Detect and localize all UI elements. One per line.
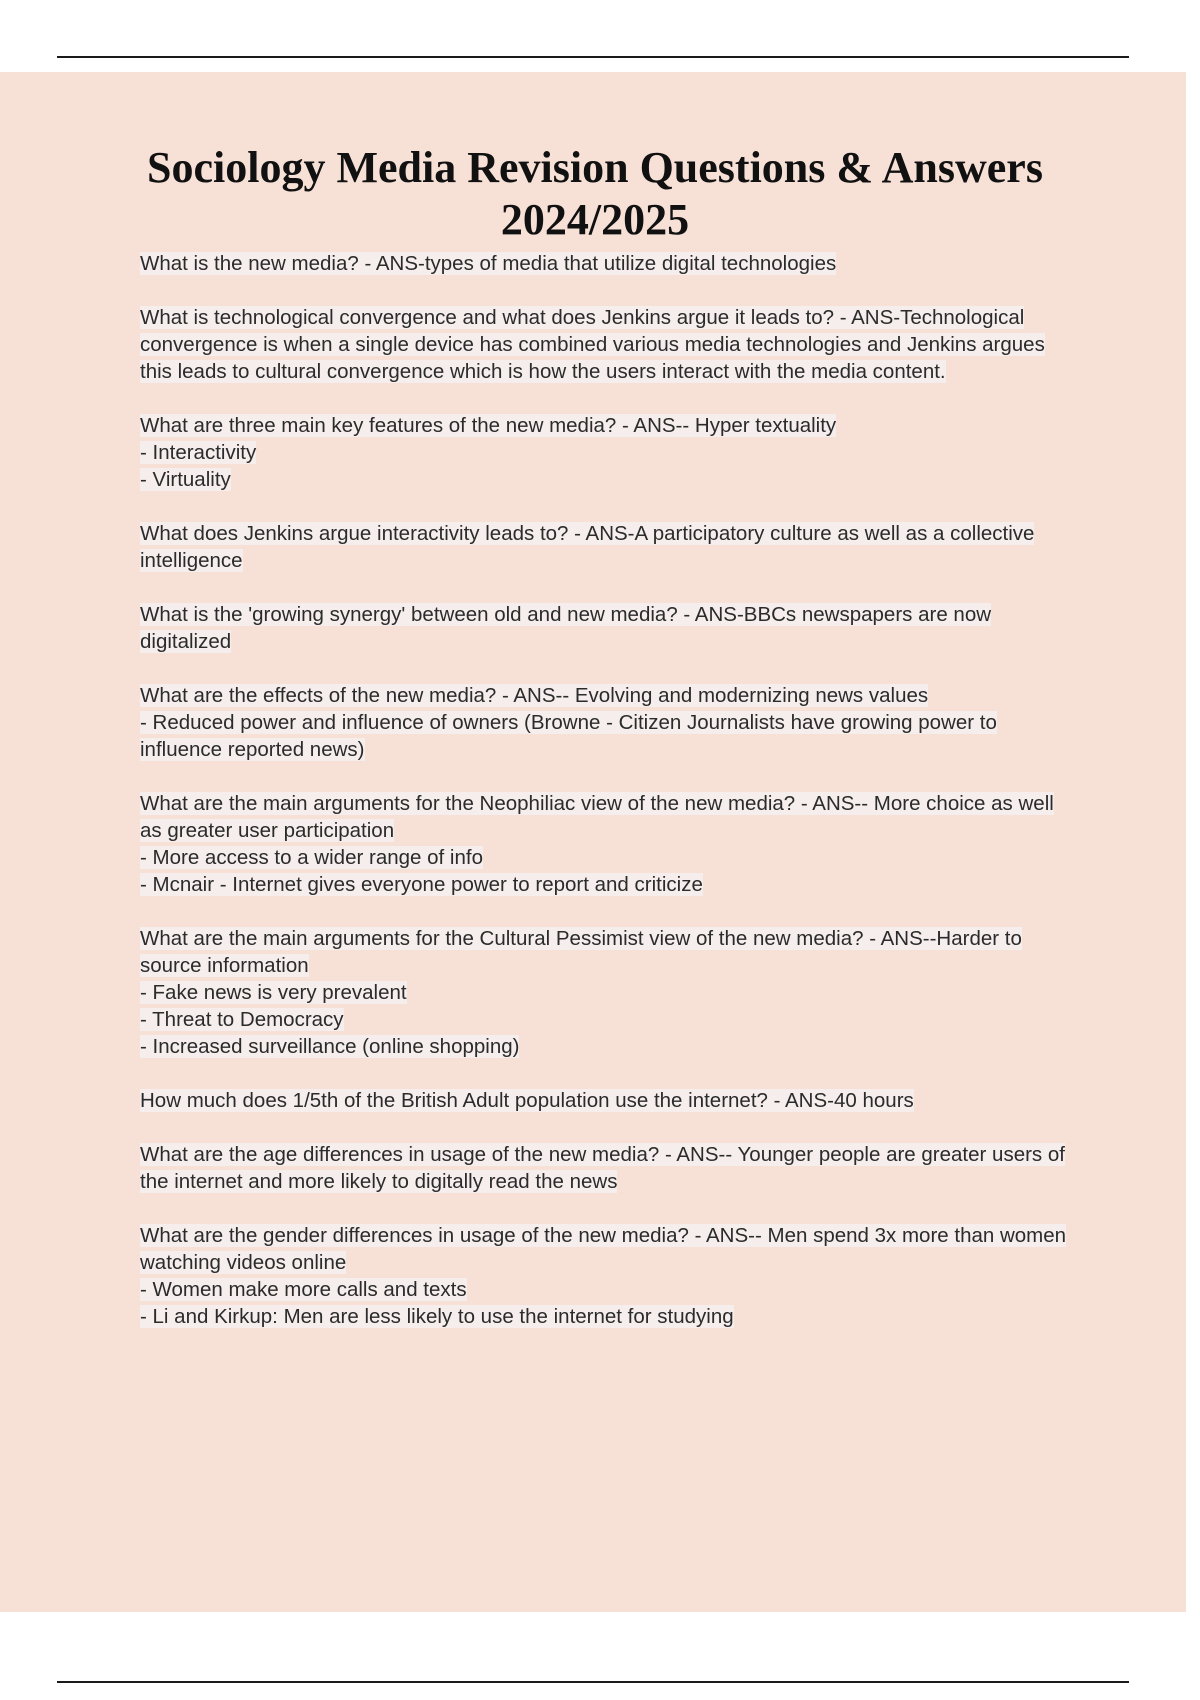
qa-line: - Increased surveillance (online shopping) bbox=[140, 1035, 520, 1058]
qa-line: - More access to a wider range of info bbox=[140, 846, 483, 869]
qa-line: - Reduced power and influence of owners (Browne - Citizen Journalists have growing power to influence reported news) bbox=[140, 711, 997, 761]
top-rule bbox=[57, 56, 1129, 58]
qa-line: What are the main arguments for the Neophiliac view of the new media? - ANS-- More choice as well as greater user participation bbox=[140, 792, 1054, 842]
qa-entry bbox=[140, 925, 1070, 1060]
qa-entry bbox=[140, 1222, 1070, 1330]
qa-line: What is the 'growing synergy' between old and new media? - ANS-BBCs newspapers are now digitalized bbox=[140, 603, 992, 653]
qa-line: - Threat to Democracy bbox=[140, 1008, 344, 1031]
qa-line: What are the main arguments for the Cultural Pessimist view of the new media? - ANS--Harder to source information bbox=[140, 927, 1022, 977]
qa-line: What does Jenkins argue interactivity leads to? - ANS-A participatory culture as well as a collective intelligence bbox=[140, 522, 1035, 572]
qa-line: - Li and Kirkup: Men are less likely to use the internet for studying bbox=[140, 1305, 734, 1328]
qa-entry bbox=[140, 1087, 1070, 1114]
qa-entry bbox=[140, 520, 1070, 574]
qa-line: - Virtuality bbox=[140, 468, 231, 491]
qa-line: What is technological convergence and what does Jenkins argue it leads to? - ANS-Technological convergence is when a single device has combined various media technologies and Jenkins argues this leads to cultural convergence which is how the users interact with the media content. bbox=[140, 306, 1045, 383]
qa-line: - Women make more calls and texts bbox=[140, 1278, 467, 1301]
qa-line: What are the age differences in usage of the new media? - ANS-- Younger people are greater users of the internet and more likely to digitally read the news bbox=[140, 1143, 1065, 1193]
qa-entry bbox=[140, 250, 1070, 277]
qa-line: - Mcnair - Internet gives everyone power to report and criticize bbox=[140, 873, 703, 896]
qa-entry bbox=[140, 682, 1070, 763]
qa-line: What are three main key features of the new media? - ANS-- Hyper textuality bbox=[140, 414, 837, 437]
qa-line: How much does 1/5th of the British Adult population use the internet? - ANS-40 hours bbox=[140, 1089, 914, 1112]
document-title: Sociology Media Revision Questions & Answers 2024/2025 bbox=[147, 143, 1043, 244]
qa-line: What is the new media? - ANS-types of media that utilize digital technologies bbox=[140, 252, 837, 275]
qa-entry bbox=[140, 601, 1070, 655]
qa-list bbox=[140, 250, 1070, 1357]
qa-line: What are the effects of the new media? - ANS-- Evolving and modernizing news values bbox=[140, 684, 929, 707]
bottom-rule bbox=[57, 1681, 1129, 1683]
qa-line: What are the gender differences in usage of the new media? - ANS-- Men spend 3x more than women watching videos online bbox=[140, 1224, 1067, 1274]
qa-line: - Fake news is very prevalent bbox=[140, 981, 407, 1004]
qa-entry bbox=[140, 304, 1070, 385]
qa-entry bbox=[140, 790, 1070, 898]
qa-entry bbox=[140, 1141, 1070, 1195]
qa-entry bbox=[140, 412, 1070, 493]
qa-line: - Interactivity bbox=[140, 441, 257, 464]
